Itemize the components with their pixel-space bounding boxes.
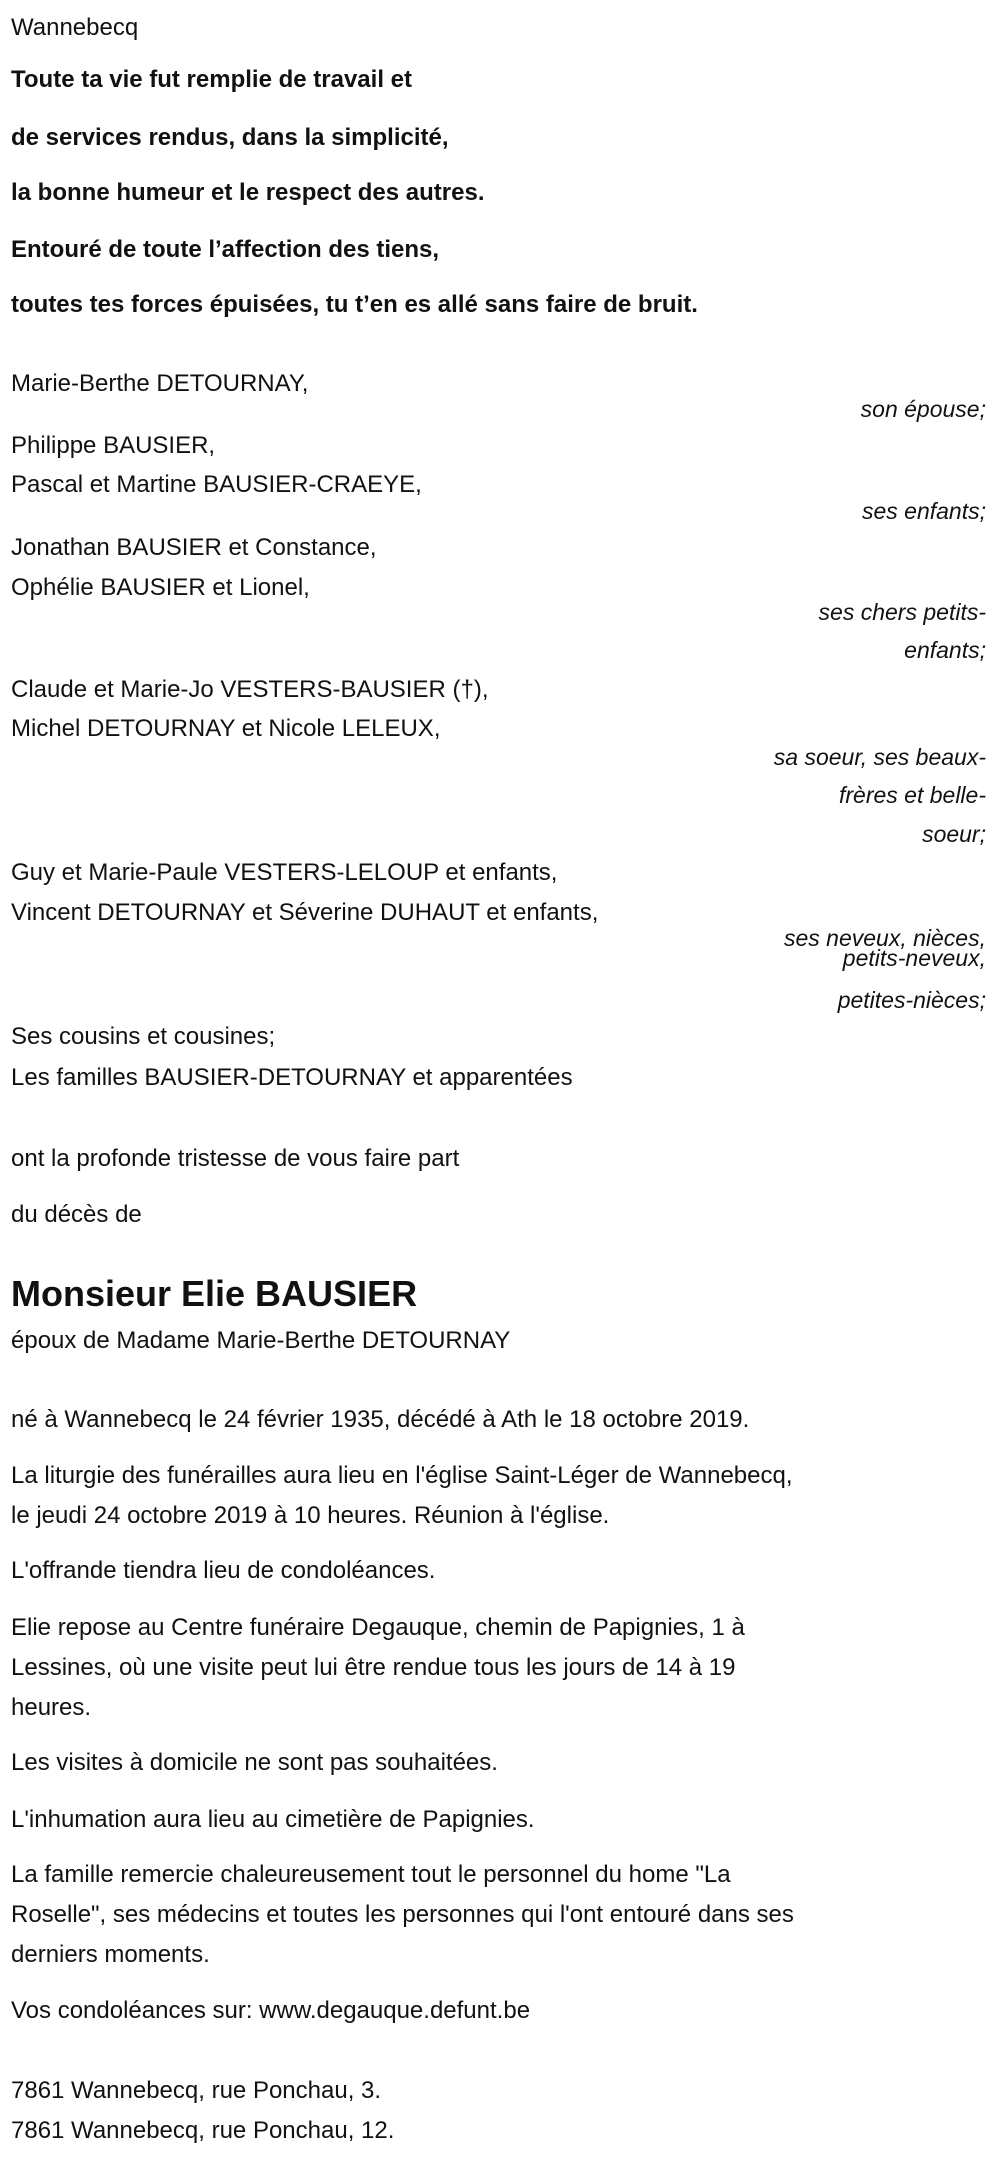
detail-line: derniers moments. (11, 1941, 210, 1968)
family-relation: petits-neveux, (842, 945, 986, 971)
family-name: Pascal et Martine BAUSIER-CRAEYE, (11, 471, 422, 498)
others-line: Ses cousins et cousines; (11, 1023, 276, 1050)
family-relation: ses neveux, nièces, (783, 925, 986, 951)
detail-line: Les visites à domicile ne sont pas souhaitées. (11, 1749, 498, 1776)
deceased-name: Monsieur Elie BAUSIER (11, 1273, 418, 1314)
announce-line: du décès de (11, 1201, 142, 1228)
detail-line: le jeudi 24 octobre 2019 à 10 heures. Réunion à l'église. (11, 1502, 610, 1529)
family-name: Vincent DETOURNAY et Séverine DUHAUT et enfants, (11, 899, 599, 926)
family-relation: frères et belle- (838, 782, 986, 808)
poem-line: Toute ta vie fut remplie de travail et (11, 66, 412, 93)
poem-line: de services rendus, dans la simplicité, (11, 124, 449, 151)
detail-line: né à Wannebecq le 24 février 1935, décédé à Ath le 18 octobre 2019. (11, 1406, 750, 1433)
family-relation: ses chers petits- (818, 599, 986, 625)
family-name: Ophélie BAUSIER et Lionel, (11, 574, 310, 601)
poem-line: Entouré de toute l’affection des tiens, (11, 236, 440, 263)
poem-line: toutes tes forces épuisées, tu t’en es allé sans faire de bruit. (11, 291, 698, 318)
family-name: Guy et Marie-Paule VESTERS-LELOUP et enfants, (11, 859, 558, 886)
poem-line: la bonne humeur et le respect des autres. (11, 179, 485, 206)
detail-line: La liturgie des funérailles aura lieu en l'église Saint-Léger de Wannebecq, (11, 1462, 793, 1489)
detail-line: L'inhumation aura lieu au cimetière de Papignies. (11, 1806, 535, 1833)
family-name: Philippe BAUSIER, (11, 432, 216, 459)
family-relation: ses enfants; (861, 498, 986, 524)
family-relation: sa soeur, ses beaux- (773, 744, 986, 770)
detail-line: heures. (11, 1694, 92, 1721)
family-name: Jonathan BAUSIER et Constance, (11, 534, 377, 561)
address-line: 7861 Wannebecq, rue Ponchau, 12. (11, 2117, 395, 2144)
family-relation: enfants; (904, 637, 986, 663)
condolences-link: Vos condoléances sur: www.degauque.defunt.be (11, 1997, 531, 2024)
detail-line: L'offrande tiendra lieu de condoléances. (11, 1557, 436, 1584)
family-name: Claude et Marie-Jo VESTERS-BAUSIER (†), (11, 676, 489, 703)
detail-line: Lessines, où une visite peut lui être rendue tous les jours de 14 à 19 (11, 1654, 736, 1681)
family-relation: son épouse; (860, 396, 986, 422)
address-line: 7861 Wannebecq, rue Ponchau, 3. (11, 2077, 382, 2104)
announce-line: ont la profonde tristesse de vous faire part (11, 1145, 460, 1172)
detail-line: La famille remercie chaleureusement tout le personnel du home "La (11, 1861, 731, 1888)
family-name: Michel DETOURNAY et Nicole LELEUX, (11, 715, 441, 742)
family-relation: petites-nièces; (837, 987, 986, 1013)
deceased-spouse: époux de Madame Marie-Berthe DETOURNAY (11, 1327, 511, 1354)
place: Wannebecq (11, 14, 139, 41)
family-relation: soeur; (922, 821, 986, 847)
others-line: Les familles BAUSIER-DETOURNAY et apparentées (11, 1064, 573, 1091)
family-name: Marie-Berthe DETOURNAY, (11, 370, 309, 397)
detail-line: Roselle", ses médecins et toutes les personnes qui l'ont entouré dans ses (11, 1901, 794, 1928)
detail-line: Elie repose au Centre funéraire Degauque, chemin de Papignies, 1 à (11, 1614, 745, 1641)
